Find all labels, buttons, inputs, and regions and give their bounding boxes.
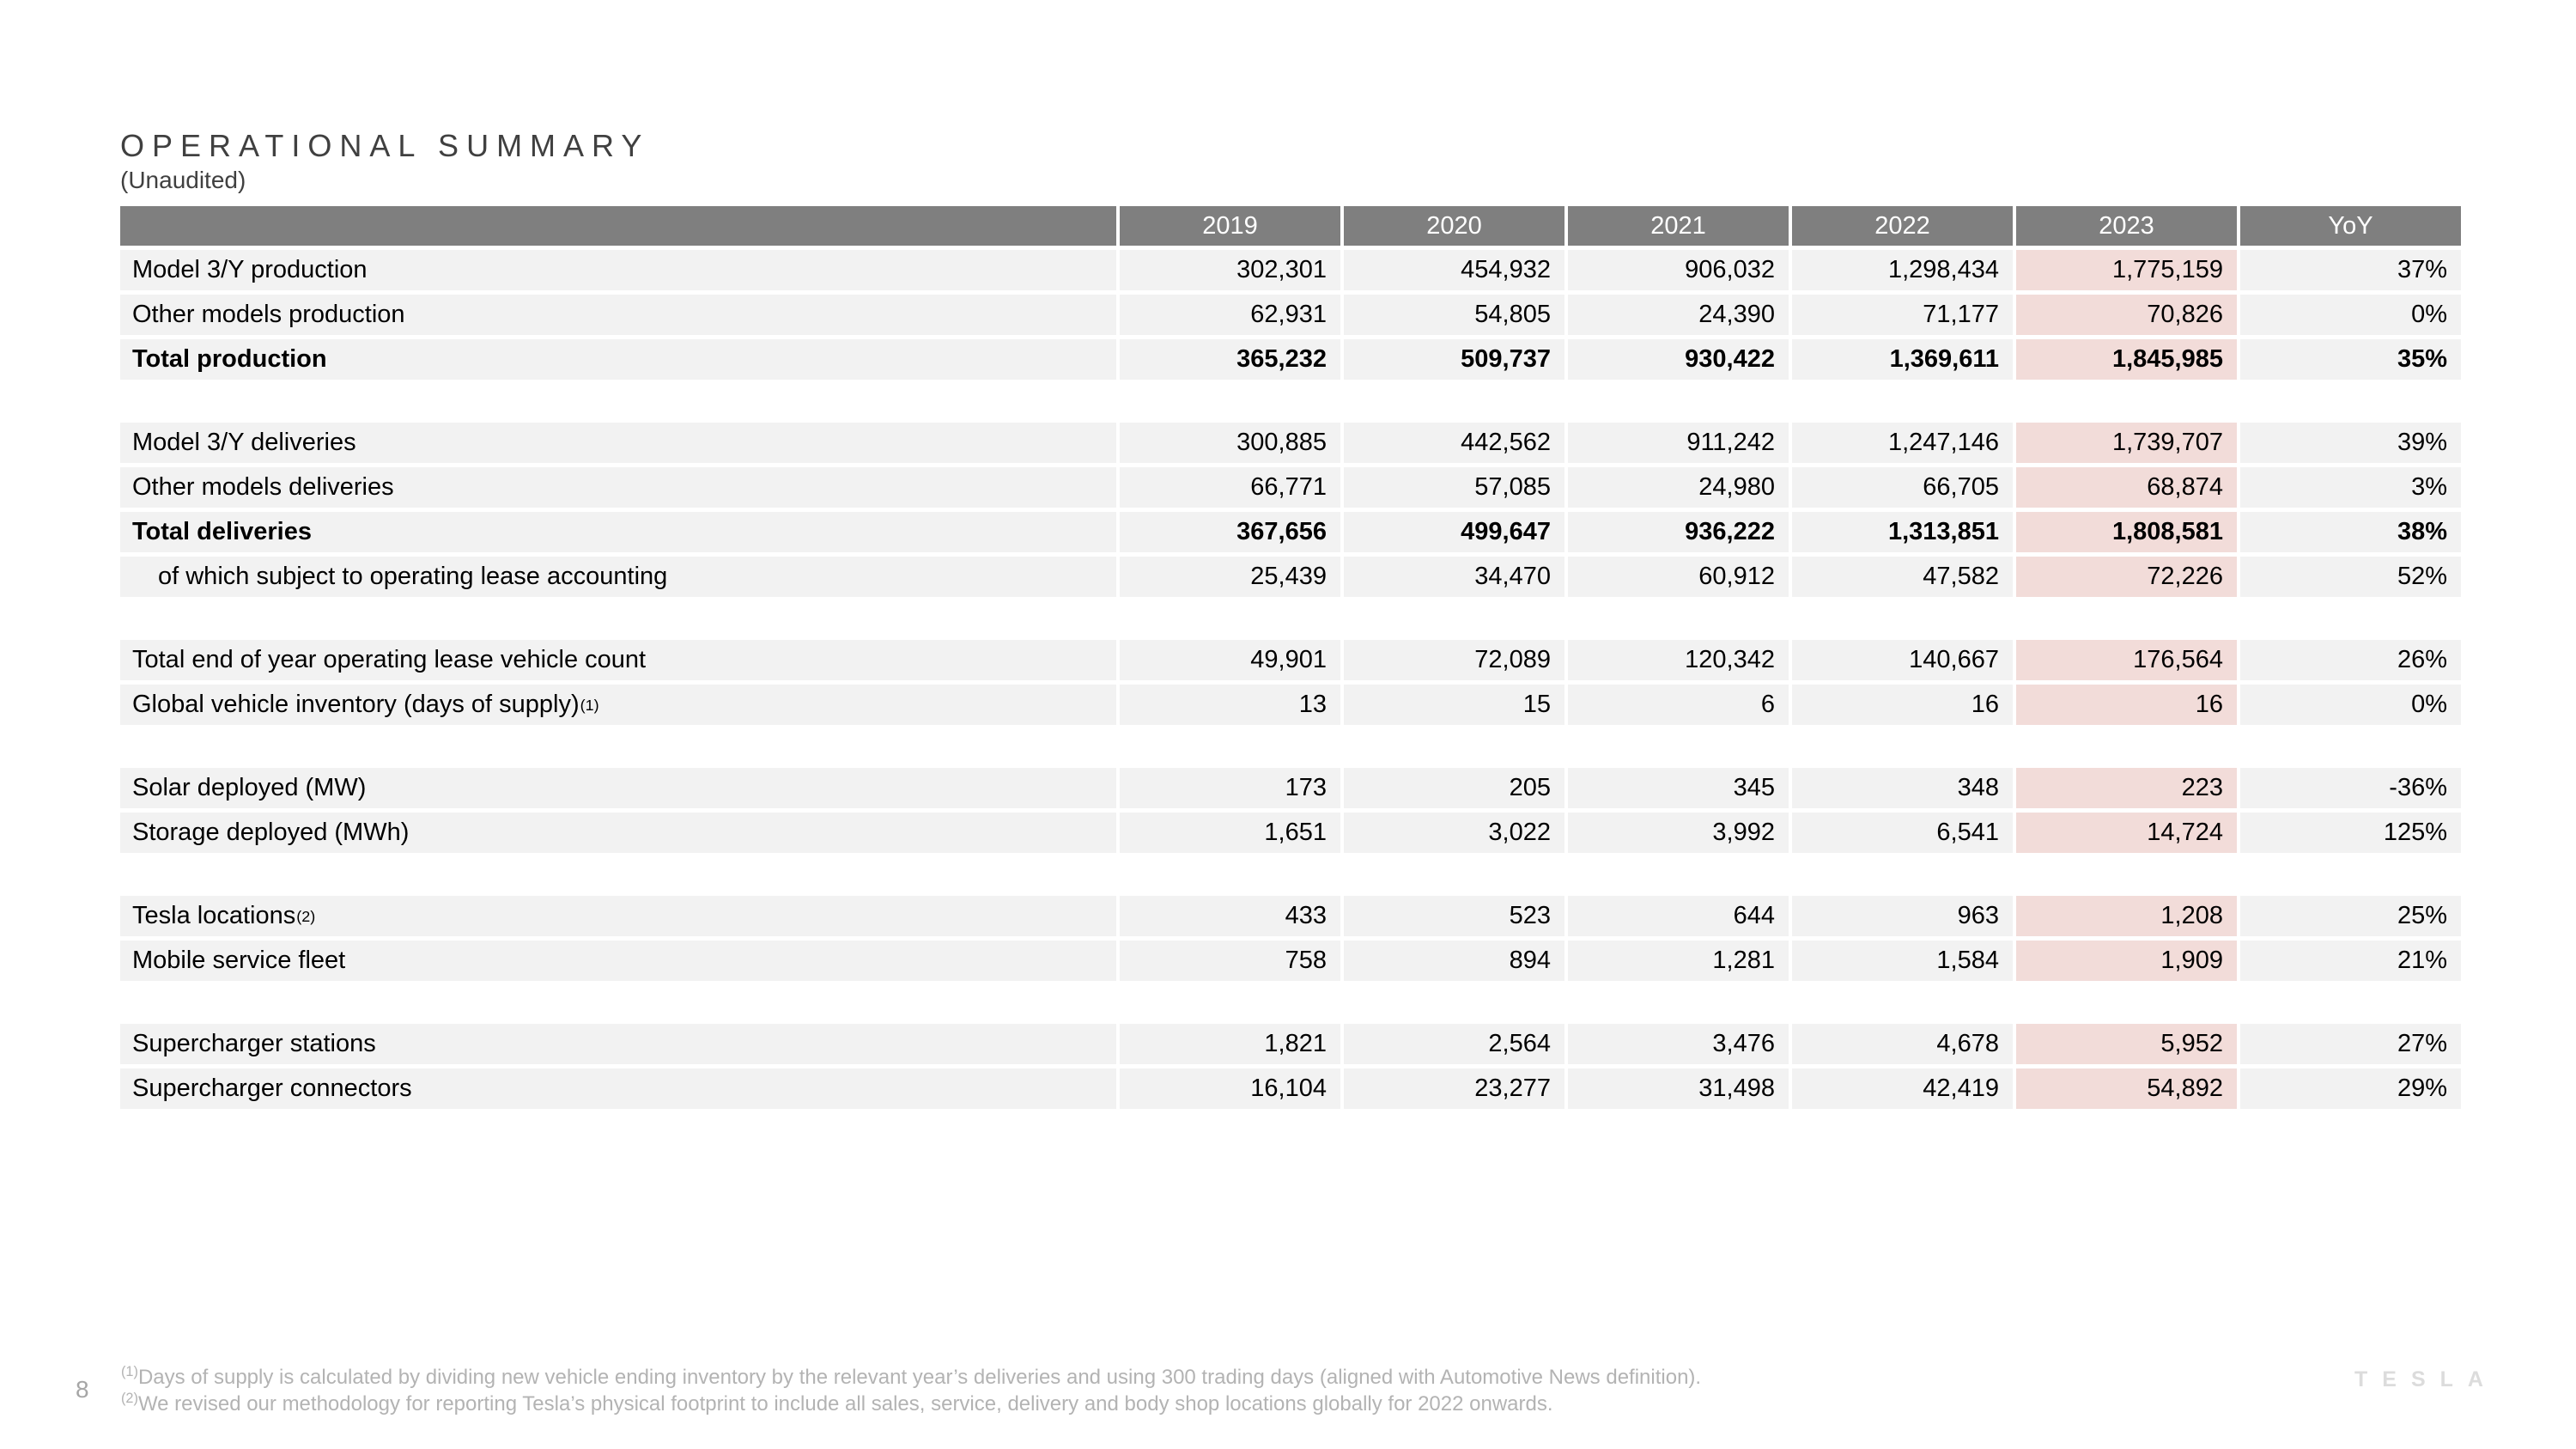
cell-value: 1,281 [1568,941,1789,981]
cell-value: 302,301 [1120,250,1340,290]
cell-value: 2,564 [1344,1024,1564,1064]
cell-value: 3,992 [1568,813,1789,853]
tesla-wordmark: TESLA [2354,1367,2498,1391]
cell-value: 345 [1568,768,1789,808]
cell-value: 454,932 [1344,250,1564,290]
header-empty-cell [120,206,1116,246]
cell-value: 3,022 [1344,813,1564,853]
cell-value: 57,085 [1344,467,1564,508]
row-label: Other models production [120,295,1116,335]
footnotes [120,1364,1701,1417]
cell-value: 24,390 [1568,295,1789,335]
cell-yoy: 27% [2240,1024,2461,1064]
cell-value: 348 [1792,768,2013,808]
table-section-4 [120,768,2461,853]
cell-value: 66,705 [1792,467,2013,508]
row-label: Supercharger stations [120,1024,1116,1064]
cell-value: 13 [1120,685,1340,725]
table-row [120,557,2461,597]
table-section-3 [120,640,2461,725]
row-label: Storage deployed (MWh) [120,813,1116,853]
column-header-yoy: YoY [2240,206,2461,246]
row-label: of which subject to operating lease accounting [120,557,1116,597]
cell-value: 34,470 [1344,557,1564,597]
cell-value: 6 [1568,685,1789,725]
row-label: Model 3/Y production [120,250,1116,290]
row-label: Model 3/Y deliveries [120,423,1116,463]
cell-value: 1,313,851 [1792,512,2013,552]
table-row [120,768,2461,808]
cell-value: 509,737 [1344,339,1564,380]
cell-yoy: 0% [2240,685,2461,725]
row-label: Global vehicle inventory (days of supply) (1) [120,685,1116,725]
table-header-row [120,206,2461,246]
cell-value: 120,342 [1568,640,1789,680]
cell-value: 72,089 [1344,640,1564,680]
column-header-2019: 2019 [1120,206,1340,246]
table-row [120,339,2461,380]
cell-value: 72,226 [2016,557,2237,597]
cell-value: 499,647 [1344,512,1564,552]
cell-value: 433 [1120,896,1340,936]
cell-yoy: 0% [2240,295,2461,335]
cell-value: 1,208 [2016,896,2237,936]
cell-value: 31,498 [1568,1068,1789,1109]
title-block [120,129,649,194]
cell-value: 140,667 [1792,640,2013,680]
cell-value: 25,439 [1120,557,1340,597]
row-label: Other models deliveries [120,467,1116,508]
cell-value: 23,277 [1344,1068,1564,1109]
cell-value: 300,885 [1120,423,1340,463]
cell-yoy: 21% [2240,941,2461,981]
cell-value: 42,419 [1792,1068,2013,1109]
cell-value: 16,104 [1120,1068,1340,1109]
cell-value: 66,771 [1120,467,1340,508]
column-header-2023: 2023 [2016,206,2237,246]
cell-value: 1,808,581 [2016,512,2237,552]
cell-value: 1,821 [1120,1024,1340,1064]
cell-yoy: 25% [2240,896,2461,936]
footnote-line: $^{(2)}$We revised our methodology for reporting Tesla’s physical footprint to include all sales, service, delivery and body shop locations globally for 2022 onwards. [121,1391,1553,1416]
table-row [120,813,2461,853]
cell-yoy: 37% [2240,250,2461,290]
cell-value: 14,724 [2016,813,2237,853]
cell-value: 365,232 [1120,339,1340,380]
table-row [120,250,2461,290]
cell-value: 1,845,985 [2016,339,2237,380]
page-subtitle: (Unaudited) [120,166,246,193]
cell-value: 644 [1568,896,1789,936]
cell-value: 6,541 [1792,813,2013,853]
cell-value: 906,032 [1568,250,1789,290]
cell-value: 911,242 [1568,423,1789,463]
cell-value: 47,582 [1792,557,2013,597]
cell-yoy: 52% [2240,557,2461,597]
cell-value: 1,909 [2016,941,2237,981]
cell-value: 1,739,707 [2016,423,2237,463]
cell-value: 62,931 [1120,295,1340,335]
row-label: Total production [120,339,1116,380]
table-row [120,1024,2461,1064]
column-header-2022: 2022 [1792,206,2013,246]
cell-value: 176,564 [2016,640,2237,680]
row-label: Total deliveries [120,512,1116,552]
table-row [120,423,2461,463]
cell-value: 5,952 [2016,1024,2237,1064]
cell-value: 930,422 [1568,339,1789,380]
table-row [120,685,2461,725]
cell-value: 68,874 [2016,467,2237,508]
table-section-2 [120,423,2461,597]
cell-yoy: 3% [2240,467,2461,508]
table-section-5 [120,896,2461,981]
row-label: Supercharger connectors [120,1068,1116,1109]
cell-yoy: -36% [2240,768,2461,808]
page-title: OPERATIONAL SUMMARY [120,128,650,163]
cell-value: 4,678 [1792,1024,2013,1064]
table-section-6 [120,1024,2461,1109]
cell-value: 16 [2016,685,2237,725]
cell-value: 1,247,146 [1792,423,2013,463]
cell-value: 71,177 [1792,295,2013,335]
cell-value: 60,912 [1568,557,1789,597]
row-label: Tesla locations (2) [120,896,1116,936]
cell-yoy: 38% [2240,512,2461,552]
footnote-line: $^{(1)}$Days of supply is calculated by dividing new vehicle ending inventory by the relevant year’s deliveries and using 300 trading days (aligned with Automotive News definition). [121,1364,1702,1389]
table-section-1 [120,250,2461,380]
cell-value: 963 [1792,896,2013,936]
cell-value: 70,826 [2016,295,2237,335]
cell-yoy: 35% [2240,339,2461,380]
cell-value: 54,805 [1344,295,1564,335]
cell-value: 523 [1344,896,1564,936]
cell-value: 173 [1120,768,1340,808]
cell-value: 758 [1120,941,1340,981]
row-label: Total end of year operating lease vehicle count [120,640,1116,680]
row-label: Solar deployed (MW) [120,768,1116,808]
cell-value: 442,562 [1344,423,1564,463]
cell-value: 15 [1344,685,1564,725]
cell-value: 54,892 [2016,1068,2237,1109]
cell-value: 367,656 [1120,512,1340,552]
operational-summary-table [120,206,2461,1113]
cell-yoy: 29% [2240,1068,2461,1109]
cell-value: 3,476 [1568,1024,1789,1064]
column-header-2020: 2020 [1344,206,1564,246]
column-header-2021: 2021 [1568,206,1789,246]
table-row [120,467,2461,508]
table-row [120,1068,2461,1109]
cell-value: 24,980 [1568,467,1789,508]
cell-yoy: 26% [2240,640,2461,680]
table-row [120,295,2461,335]
cell-value: 936,222 [1568,512,1789,552]
cell-value: 894 [1344,941,1564,981]
cell-value: 1,298,434 [1792,250,2013,290]
page-number: 8 [76,1376,89,1403]
cell-yoy: 125% [2240,813,2461,853]
cell-value: 16 [1792,685,2013,725]
cell-value: 1,369,611 [1792,339,2013,380]
cell-value: 205 [1344,768,1564,808]
cell-value: 1,651 [1120,813,1340,853]
table-row [120,941,2461,981]
cell-value: 49,901 [1120,640,1340,680]
cell-value: 223 [2016,768,2237,808]
cell-value: 1,584 [1792,941,2013,981]
table-row [120,896,2461,936]
table-row [120,640,2461,680]
table-row [120,512,2461,552]
cell-value: 1,775,159 [2016,250,2237,290]
cell-yoy: 39% [2240,423,2461,463]
row-label: Mobile service fleet [120,941,1116,981]
